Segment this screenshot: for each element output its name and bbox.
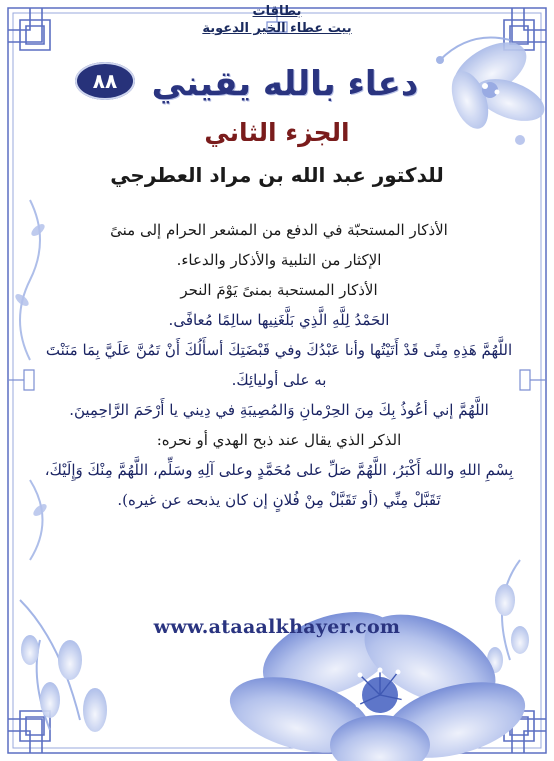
body-line: الإكثار من التلبية والأذكار والدعاء. xyxy=(176,251,382,269)
header-title: بطاقات xyxy=(252,4,302,19)
card-body xyxy=(40,215,518,515)
card-number-badge: ٨٨ xyxy=(75,62,135,100)
section-heading: الأذكار المستحبة بمنىً يَوْمَ النحر xyxy=(180,281,378,299)
card-title: دعاء بالله يقيني xyxy=(151,64,419,104)
section-heading: الأذكار المستحبّة في الدفع من المشعر الحرام إلى منىً xyxy=(110,221,448,239)
dua-line: الحَمْدُ لِلَّهِ الَّذِي بَلَّغَنِيها سالِمًا مُعافًى. xyxy=(168,311,390,329)
dua-line: بِسْمِ اللهِ والله أَكْبَرُ، اللَّهُمَّ صَلِّ على مُحَمَّدٍ وعلى آلِهِ وسَلِّم، اللَّهُمَّ مِنْكَ وَإِلَيْكَ، تَقَبَّلْ مِنِّي (أو تَقَبَّلْ مِنْ فُلانٍ إن كان يذبحه عن غيره). xyxy=(44,461,514,509)
author-name: للدكتور عبد الله بن مراد العطرجي xyxy=(110,163,444,187)
corner-ornament-bottom-left xyxy=(8,711,50,753)
dua-line: اللَّهُمَّ هَذِهِ مِنًى قَدْ أَتَيْتُها وأنا عَبْدُكَ وفي قَبْضَتِكَ أسأَلُكَ أَنْ تَمُنَّ عَلَيَّ بِمَا مَنَنْتَ به على أوليائِكَ. xyxy=(45,341,513,389)
card-subtitle: الجزء الثاني xyxy=(204,118,350,147)
header-organization: بيت عطاء الخير الدعوية xyxy=(202,21,352,36)
dua-line: اللَّهُمَّ إني أعُوذُ بِكَ مِنَ الحِرْمانِ وَالمُصِيبَةِ في دِيني يا أَرْحَمَ الرَّاحِمِينَ. xyxy=(69,401,489,419)
section-heading: الذكر الذي يقال عند ذبح الهدي أو نحره: xyxy=(156,431,402,449)
website-link[interactable]: www.ataaalkhayer.com xyxy=(153,616,401,638)
